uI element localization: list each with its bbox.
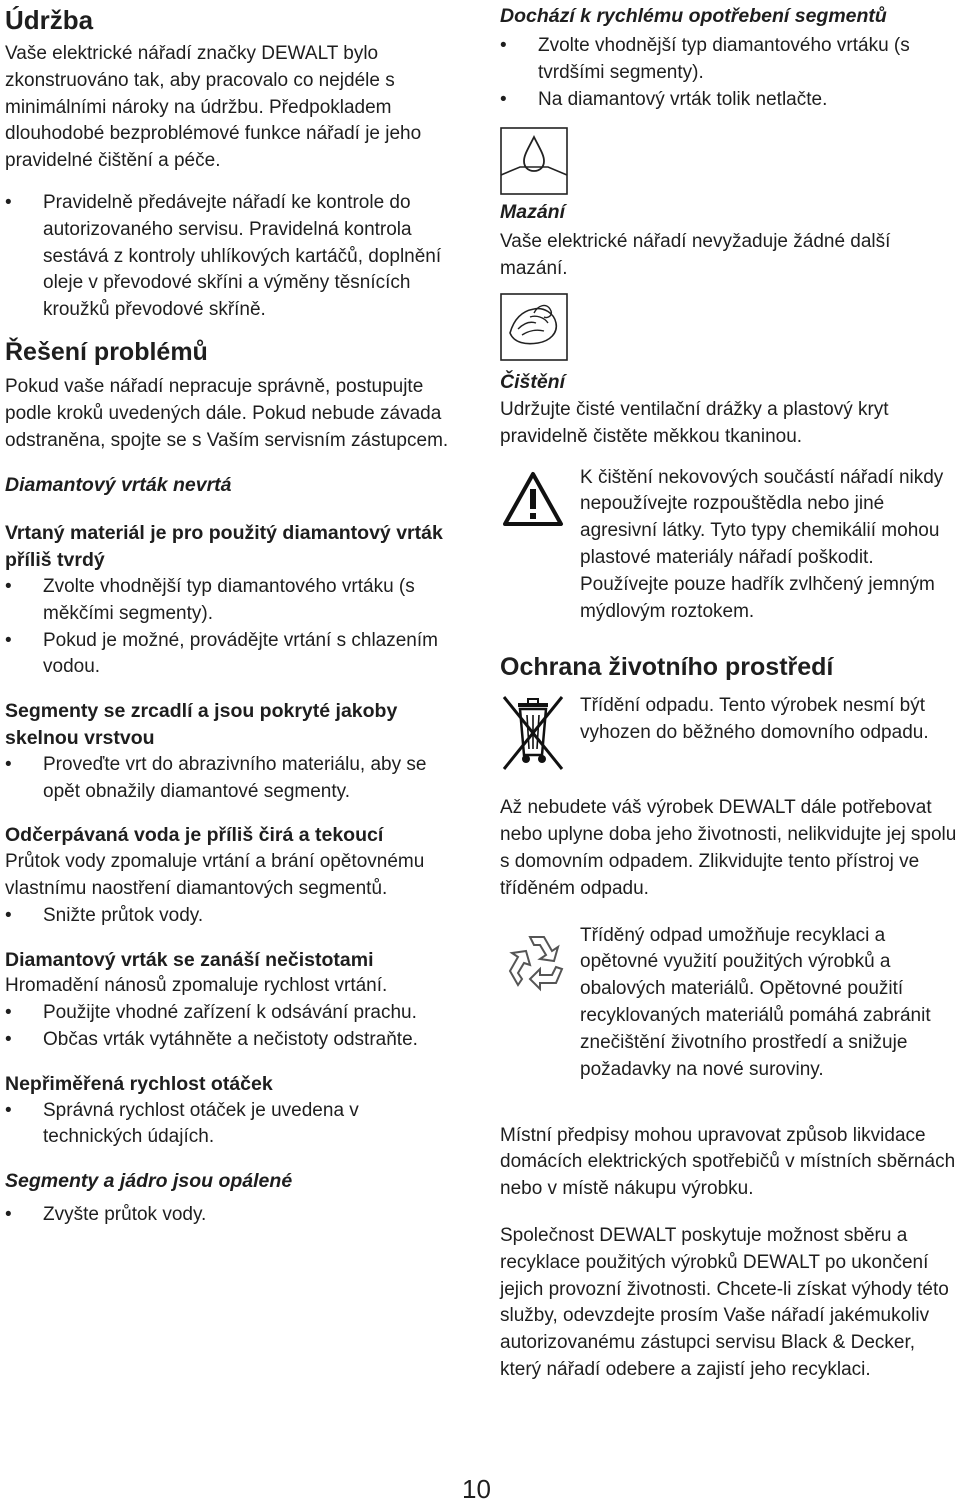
warning-triangle-icon xyxy=(502,471,564,527)
oil-drop-icon xyxy=(500,127,568,195)
wear-bullet-1: • Zvolte vhodnější typ diamantového vrtáku (s tvrdšími segmenty). xyxy=(500,33,958,87)
wear-heading: Dochází k rychlému opotřebení segmentů xyxy=(500,5,887,27)
recycle-block xyxy=(500,923,958,1103)
maintenance-bullet: • Pravidelně předávejte nářadí ke kontrole do autorizovaného servisu. Pravidelná kontrola sestává z kontroly uhlíkových kartáčů, doplnění oleje v převodové skříni a výměny těsnících kroužků převodové skříně. xyxy=(5,190,463,324)
lubrication-icon-wrap xyxy=(500,127,958,197)
clog-list xyxy=(5,1000,463,1054)
too-hard-list xyxy=(5,574,463,681)
speed-bullet-1: • Správná rychlost otáček je uvedena v technických údajích. xyxy=(5,1098,463,1152)
lubrication-text: Vaše elektrické nářadí nevyžaduje žádné další mazání. xyxy=(500,231,891,280)
maintenance-title: Údržba xyxy=(5,5,94,35)
water-text: Průtok vody zpomaluje vrtání a brání opětovnému vlastnímu naostření diamantových segmentů. xyxy=(5,851,425,899)
troubleshooting-title: Řešení problémů xyxy=(5,337,208,366)
cleaning-cloth-icon xyxy=(500,293,568,361)
company-recycling-text: Společnost DEWALT poskytuje možnost sběru a recyklace použitých výrobků DEWALT po ukončení jejich provozní životnosti. Chcete-li získat výhody této služby, odevzdejte prosím Vaše nářadí jakémukoliv autorizovanému zástupci servisu Black & Decker, který nářadí odebere a zajistí jeho recyklaci. xyxy=(500,1224,949,1380)
speed-list xyxy=(5,1098,463,1152)
glazed-bullet-1: • Proveďte vrt do abrazivního materiálu, aby se opět obnažily diamantové segmenty. xyxy=(5,752,463,806)
cleaning-icon-wrap xyxy=(500,293,958,363)
water-list xyxy=(5,903,463,930)
maintenance-list xyxy=(5,190,463,324)
local-regulations-text: Místní předpisy mohou upravovat způsob likvidace domácích elektrických spotřebičů v místních sběrnách nebo v místě nákupu výrobku. xyxy=(500,1124,956,1200)
cleaning-text: Udržujte čisté ventilační drážky a plastový kryt pravidelně čistěte měkkou tkaninou. xyxy=(500,398,889,447)
not-drilling-heading: Diamantový vrták nevrtá xyxy=(5,474,232,497)
page-number: 10 xyxy=(462,1474,491,1504)
left-column xyxy=(5,0,463,1229)
too-hard-heading: Vrtaný materiál je pro použitý diamantový vrták příliš tvrdý xyxy=(5,522,443,572)
speed-heading: Nepřiměřená rychlost otáček xyxy=(5,1072,273,1095)
wear-list xyxy=(500,33,958,113)
dispose-text: Až nebudete váš výrobek DEWALT dále potřebovat nebo uplyne doba jeho životnosti, nelikvidujte jej spolu s domovním odpadem. Zlikvidujte tento přístroj ve tříděném odpadu. xyxy=(500,797,957,899)
water-bullet-1: • Snižte průtok vody. xyxy=(5,903,463,930)
lubrication-heading: Mazání xyxy=(500,201,566,224)
cleaning-heading: Čištění xyxy=(500,370,566,393)
clog-heading: Diamantový vrták se zanáší nečistotami xyxy=(5,948,374,971)
recycle-text: Tříděný odpad umožňuje recyklaci a opětovné využití použitých výrobků a obalových materiálů. Opětovné použití recyklovaných materiálů pomáhá zabránit znečištění životního prostředí a snižuje požadavky na nové suroviny. xyxy=(580,924,931,1080)
sorting-block xyxy=(500,693,958,773)
maintenance-intro: Vaše elektrické nářadí značky DEWALT bylo zkonstruováno tak, aby pracovalo co nejdéle s minimálními nároky na údržbu. Předpokladem dlouhodobé bezproblémové funkce nářadí je jeho pravidelné čištění a péče. xyxy=(5,43,422,172)
crossed-bin-icon xyxy=(500,693,566,773)
glazed-heading: Segmenty se zrcadlí a jsou pokryté jakoby skelnou vrstvou xyxy=(5,700,398,749)
right-column xyxy=(500,0,958,1384)
burnt-heading: Segmenty a jádro jsou opálené xyxy=(5,1170,293,1193)
too-hard-bullet-1: • Zvolte vhodnější typ diamantového vrtáku (s měkčími segmenty). xyxy=(5,574,463,628)
environment-title: Ochrana životního prostředí xyxy=(500,653,834,682)
clog-bullet-2: • Občas vrták vytáhněte a nečistoty odstraňte. xyxy=(5,1027,463,1054)
wear-bullet-2: • Na diamantový vrták tolik netlačte. xyxy=(500,87,958,114)
glazed-list xyxy=(5,752,463,806)
warning-text: K čištění nekovových součástí nářadí nikdy nepoužívejte rozpouštědla nebo jiné agresivní látky. Tyto typy chemikálií mohou plastové materiály nářadí poškodit. Používejte pouze hadřík zvlhčený jemným mýdlovým roztokem. xyxy=(580,466,944,622)
too-hard-bullet-2: • Pokud je možné, provádějte vrtání s chlazením vodou. xyxy=(5,628,463,682)
sorting-text: Třídění odpadu. Tento výrobek nesmí být vyhozen do běžného domovního odpadu. xyxy=(580,695,929,744)
clog-text: Hromadění nánosů zpomaluje rychlost vrtání. xyxy=(5,975,388,997)
water-heading: Odčerpávaná voda je příliš čirá a tekoucí xyxy=(5,824,384,847)
recycle-icon xyxy=(504,929,570,995)
burnt-list xyxy=(5,1202,463,1229)
burnt-bullet-1: • Zvyšte průtok vody. xyxy=(5,1202,463,1229)
clog-bullet-1: • Použijte vhodné zařízení k odsávání prachu. xyxy=(5,1000,463,1027)
warning-block xyxy=(500,465,958,626)
troubleshooting-intro: Pokud vaše nářadí nepracuje správně, postupujte podle kroků uvedených dále. Pokud nebude závada odstraněna, spojte se s Vaším servisním zástupcem. xyxy=(5,375,449,451)
